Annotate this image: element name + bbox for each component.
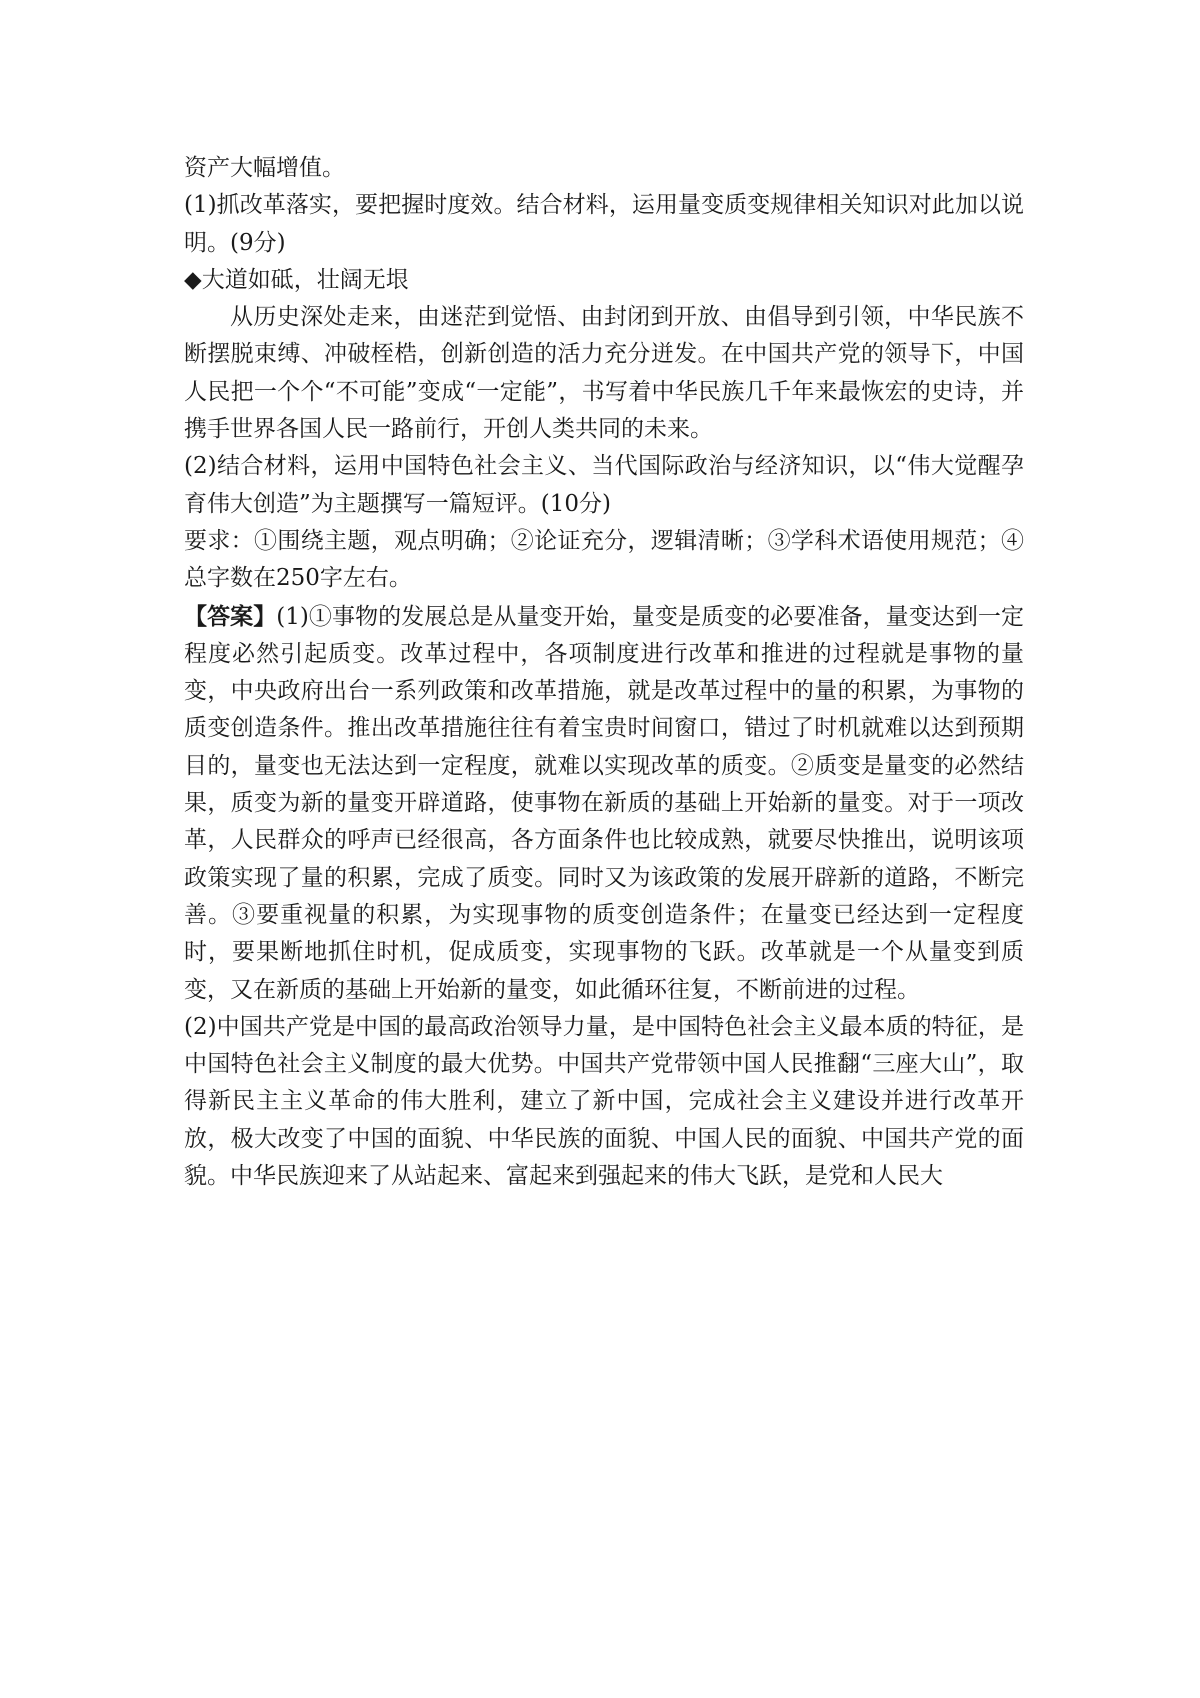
answer-1 xyxy=(184,598,1024,1009)
answer-2: (2)中国共产党是中国的最高政治领导力量，是中国特色社会主义最本质的特征，是中国特色社会主义制度的最大优势。中国共产党带领中国人民推翻“三座大山”，取得新民主主义革命的伟大胜利，建立了新中国，完成社会主义建设并进行改革开放，极大改变了中国的面貌、中华民族的面貌、中国人民的面貌、中国共产党的面貌。中华民族迎来了从站起来、富起来到强起来的伟大飞跃，是党和人民大 xyxy=(184,1013,1024,1190)
paragraph-continuation: 资产大幅增值。 xyxy=(184,155,345,181)
question-2: (2)结合材料，运用中国特色社会主义、当代国际政治与经济知识，以“伟大觉醒孕育伟大创造”为主题撰写一篇短评。(10分) xyxy=(184,453,1024,517)
requirements: 要求：①围绕主题，观点明确；②论证充分，逻辑清晰；③学科术语使用规范；④总字数在250字左右。 xyxy=(184,527,1024,592)
answer-label: 【答案】 xyxy=(184,602,277,630)
question-1: (1)抓改革落实，要把握时度效。结合材料，运用量变质变规律相关知识对此加以说明。(9分) xyxy=(184,192,1024,256)
answer-1-text: (1)①事物的发展总是从量变开始，量变是质变的必要准备，量变达到一定程度必然引起质变。改革过程中，各项制度进行改革和推进的过程就是事物的量变，中央政府出台一系列政策和改革措施，就是改革过程中的量的积累，为事物的质变创造条件。推出改革措施往往有着宝贵时间窗口，错过了时机就难以达到预期目的，量变也无法达到一定程度，就难以实现改革的质变。②质变是量变的必然结果，质变为新的量变开辟道路，使事物在新质的基础上开始新的量变。对于一项改革，人民群众的呼声已经很高，各方面条件也比较成熟，就要尽快推出，说明该项政策实现了量的积累，完成了质变。同时又为该政策的发展开辟新的道路，不断完善。③要重视量的积累，为实现事物的质变创造条件；在量变已经达到一定程度时，要果断地抓住时机，促成质变，实现事物的飞跃。改革就是一个从量变到质变，又在新质的基础上开始新的量变，如此循环往复，不断前进的过程。 xyxy=(184,603,1024,1003)
section-heading: ◆大道如砥，壮阔无垠 xyxy=(184,266,409,293)
document-body xyxy=(184,150,1024,1195)
material-paragraph: 从历史深处走来，由迷茫到觉悟、由封闭到开放、由倡导到引领，中华民族不断摆脱束缚、冲破桎梏，创新创造的活力充分迸发。在中国共产党的领导下，中国人民把一个个“不可能”变成“一定能”，书写着中华民族几千年来最恢宏的史诗，并携手世界各国人民一路前行，开创人类共同的未来。 xyxy=(184,304,1024,443)
